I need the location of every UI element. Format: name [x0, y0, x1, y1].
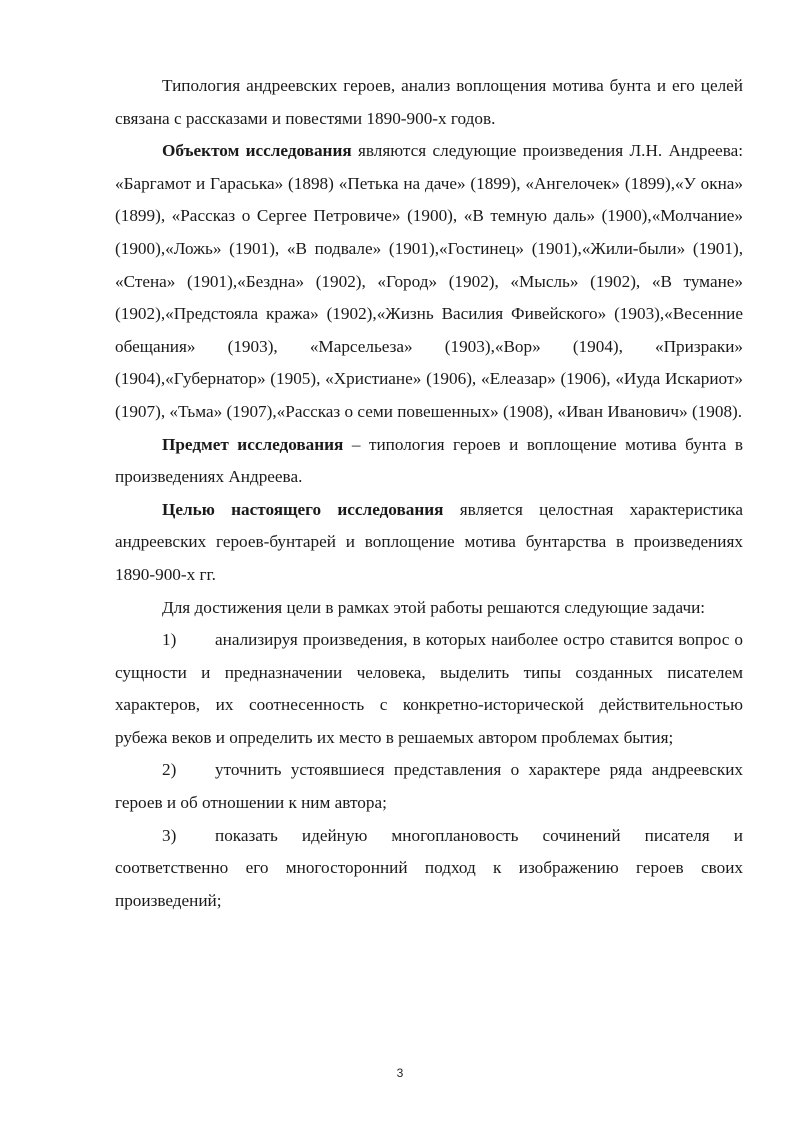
task-number: 2)	[162, 760, 177, 780]
paragraph-intro: Типология андреевских героев, анализ воплощения мотива бунта и его целей связана с рассказами и повестями 1890-900-х годов.	[115, 76, 743, 128]
task-item-2	[115, 754, 743, 819]
subject-heading: Предмет исследования	[162, 434, 344, 454]
paragraph-object	[115, 135, 743, 428]
paragraph-tasks-intro: Для достижения цели в рамках этой работы решаются следующие задачи:	[162, 597, 706, 617]
task-text: анализируя произведения, в которых наиболее остро ставится вопрос о сущности и предназначении человека, выделить типы созданных писателем характеров, их соотнесенность с конкретно-исторической действительностью рубежа веков и определить их место в решаемых автором проблемах бытия;	[115, 630, 743, 747]
task-number: 1)	[162, 630, 177, 650]
task-item-3	[115, 820, 743, 918]
task-item-1	[115, 624, 743, 754]
goal-heading: Целью настоящего исследования	[162, 499, 444, 519]
document-body	[115, 70, 743, 917]
task-number: 3)	[162, 825, 177, 845]
object-heading: Объектом исследования	[162, 141, 352, 161]
paragraph-subject	[115, 429, 743, 494]
task-text: уточнить устоявшиеся представления о характере ряда андреевских героев и об отношении к ним автора;	[115, 760, 743, 813]
task-text: показать идейную многоплановость сочинений писателя и соответственно его многосторонний подход к изображению героев своих произведений;	[115, 825, 743, 910]
page-number: 3	[396, 1066, 404, 1080]
object-text: являются следующие произведения Л.Н. Андреева: «Баргамот и Гараська» (1898) «Петька на даче» (1899), «Ангелочек» (1899),«У окна» (1899), «Рассказ о Сергее Петровиче» (1900), «В темную даль» (1900),«Молчание» (1900),«Ложь» (1901), «В подвале» (1901),«Гостинец» (1901),«Жили-были» (1901), «Стена» (1901),«Бездна» (1902), «Город» (1902), «Мысль» (1902), «В тумане» (1902),«Предстояла кража» (1902),«Жизнь Василия Фивейского» (1903),«Весенние обещания» (1903), «Марсельеза» (1903),«Вор» (1904), «Призраки» (1904),«Губернатор» (1905), «Христиане» (1906), «Елеазар» (1906), «Иуда Искариот» (1907), «Тьма» (1907),«Рассказ о семи повешенных» (1908), «Иван Иванович» (1908).	[115, 141, 743, 421]
goal-text: является целостная характеристика андреевских героев-бунтарей и воплощение мотива бунтарства в произведениях 1890-900-х гг.	[115, 499, 743, 584]
subject-text: – типология героев и воплощение мотива бунта в произведениях Андреева.	[115, 434, 743, 487]
paragraph-goal	[115, 494, 743, 592]
